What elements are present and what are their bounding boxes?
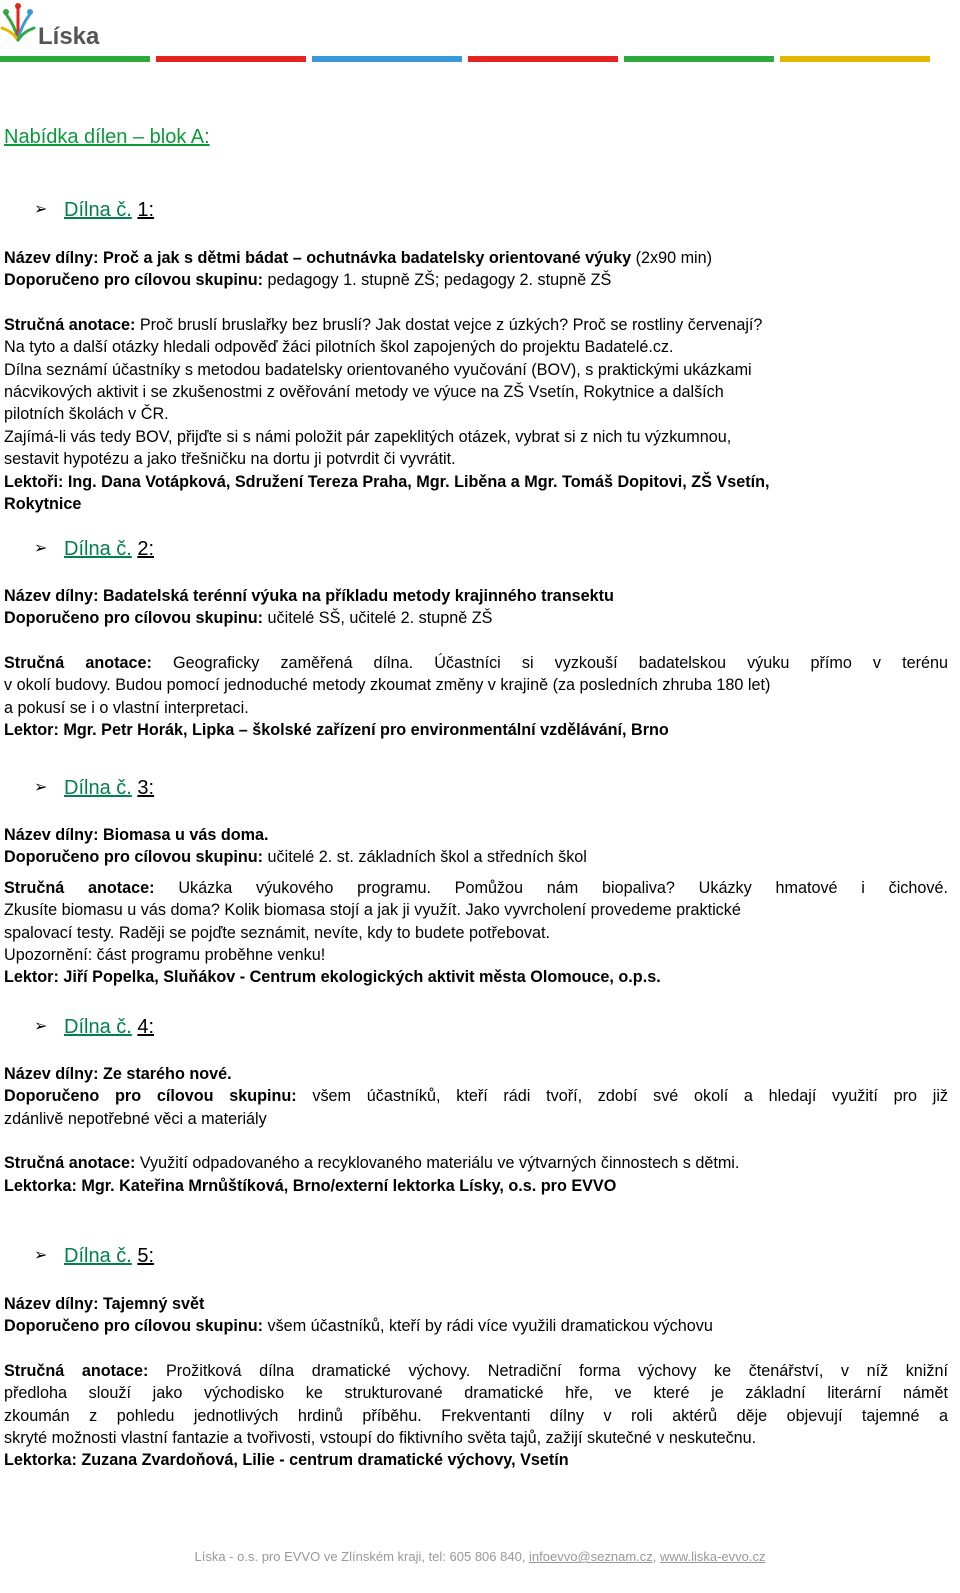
lector-line xyxy=(4,471,948,493)
workshop-5-details xyxy=(4,1293,948,1472)
annotation-text: pilotních školách v ČR. xyxy=(4,405,169,424)
workshop-heading-num: 1: xyxy=(137,199,155,221)
audience-line xyxy=(4,846,948,868)
workshop-name-line xyxy=(4,824,948,846)
annotation-text: Upozornění: část programu proběhne venku! xyxy=(4,946,326,965)
footer-org: Líska - o.s. pro EVVO ve Zlínském kraji, tel: 605 806 840, xyxy=(194,1549,530,1564)
header-stripes xyxy=(0,56,960,62)
annotation-text: Zajímá-li vás tedy BOV, přijďte si s námi položit pár zapeklitých otázek, vybrat si z nich tu výzkumnou, xyxy=(4,427,732,446)
workshop-4-details xyxy=(4,1063,948,1197)
name-label: Název dílny: xyxy=(4,249,99,267)
annotation-label: Stručná anotace: xyxy=(4,878,155,897)
stripe xyxy=(780,56,930,62)
annotation-line xyxy=(4,1152,948,1174)
workshop-5-heading xyxy=(4,1245,948,1267)
workshop-name-line xyxy=(4,1063,948,1085)
name-label: Název dílny: xyxy=(4,1295,99,1313)
annotation-text: zkoumán z pohledu jednotlivých hrdinů příběhu. Frekventanti dílny v roli aktérů děje objevují tajemné a xyxy=(4,1406,948,1425)
lector-line xyxy=(4,1175,948,1197)
name-value: Tajemný svět xyxy=(102,1295,205,1313)
workshop-2-heading xyxy=(4,538,948,560)
audience-label: Doporučeno pro cílovou skupinu: xyxy=(4,1317,263,1336)
name-value: Proč a jak s dětmi bádat – ochutnávka badatelsky orientované výuky xyxy=(102,249,632,267)
stripe xyxy=(0,56,150,62)
page-footer xyxy=(0,1549,960,1564)
page-header xyxy=(0,0,960,64)
audience-value: učitelé 2. st. základních škol a středních škol xyxy=(263,848,587,867)
stripe xyxy=(156,56,306,62)
lector-value: Rokytnice xyxy=(4,495,82,514)
annotation-text: Dílna seznámí účastníky s metodou badatelsky orientovaného vyučování (BOV), s praktickými ukázkami xyxy=(4,360,752,379)
annotation-text: a pokusí se i o vlastní interpretaci. xyxy=(4,698,249,717)
annotation-text: skryté možnosti vlastní fantazie a tvořivosti, vstoupí do fiktivního světa tajů, zažijí skutečné v neskutečnu. xyxy=(4,1429,757,1448)
name-value: Ze starého nové. xyxy=(102,1065,232,1083)
workshop-4-heading xyxy=(4,1016,948,1038)
annotation-text: Zkusíte biomasu u vás doma? Kolik biomasa stojí a jak ji využít. Jako vyvrcholení provedeme praktické xyxy=(4,901,741,920)
annotation-label: Stručná anotace: xyxy=(4,1361,149,1380)
audience-label: Doporučeno pro cílovou skupinu: xyxy=(4,609,263,628)
annotation-text: Proč bruslí bruslařky bez bruslí? Jak dostat vejce z úzkých? Proč se rostliny červenají? xyxy=(139,315,763,334)
lector-value: Mgr. Kateřina Mrnůštíková, Brno/externí lektorka Lísky, o.s. pro EVVO xyxy=(81,1176,617,1195)
stripe xyxy=(312,56,462,62)
footer-separator: , xyxy=(652,1549,661,1564)
annotation-label: Stručná anotace: xyxy=(4,653,152,672)
audience-value: pedagogy 1. stupně ZŠ; pedagogy 2. stupně ZŠ xyxy=(263,271,612,290)
audience-value: učitelé SŠ, učitelé 2. stupně ZŠ xyxy=(263,609,493,628)
workshop-heading-num: 2: xyxy=(137,538,155,560)
lector-value: Mgr. Petr Horák, Lipka – školské zařízení pro environmentální vzdělávání, Brno xyxy=(63,721,669,740)
name-label: Název dílny: xyxy=(4,587,99,605)
workshop-name-line xyxy=(4,1293,948,1315)
liska-logo-icon xyxy=(0,0,120,58)
annotation-text: v okolí budovy. Budou pomocí jednoduché metody zkoumat změny v krajině (za posledních zhruba 180 let) xyxy=(4,676,771,695)
annotation-line xyxy=(4,652,948,674)
name-label: Název dílny: xyxy=(4,1065,99,1083)
lector-label: Lektor: xyxy=(4,968,59,987)
annotation-text: sestavit hypotézu a jako třešničku na dortu ji potvrdit či vyvrátit. xyxy=(4,450,456,469)
stripe xyxy=(468,56,618,62)
name-value: Biomasa u vás doma. xyxy=(102,826,269,844)
workshop-heading-num: 4: xyxy=(137,1016,155,1038)
arrow-bullet-icon: ➢ xyxy=(34,1018,48,1035)
lector-line xyxy=(4,1449,948,1471)
workshop-1-details xyxy=(4,247,948,515)
annotation-label: Stručná anotace: xyxy=(4,1154,136,1173)
lector-line xyxy=(4,966,948,988)
arrow-bullet-icon: ➢ xyxy=(34,1247,48,1264)
audience-line xyxy=(4,269,948,291)
workshop-name-line xyxy=(4,247,948,269)
name-value: Badatelská terénní výuka na příkladu metody krajinného transektu xyxy=(102,587,614,605)
annotation-text: Prožitková dílna dramatické výchovy. Netradiční forma výchovy ke čtenářství, v níž knižní xyxy=(165,1361,948,1380)
annotation-text: Ukázka výukového programu. Pomůžou nám biopaliva? Ukázky hmatové i čichové. xyxy=(178,878,949,897)
audience-line xyxy=(4,1085,948,1107)
workshop-heading-label: Dílna č. xyxy=(64,777,132,799)
lector-value: Ing. Dana Votápková, Sdružení Tereza Praha, Mgr. Liběna a Mgr. Tomáš Dopitovi, ZŠ Vsetín, xyxy=(67,472,770,491)
page-title: Nabídka dílen – blok A: xyxy=(4,126,210,148)
footer-web-link[interactable]: www.liska-evvo.cz xyxy=(660,1549,766,1564)
lector-label: Lektoři: xyxy=(4,472,64,491)
audience-label: Doporučeno pro cílovou skupinu: xyxy=(4,271,263,290)
audience-value: zdánlivě nepotřebné věci a materiály xyxy=(4,1109,267,1128)
name-label: Název dílny: xyxy=(4,826,99,844)
workshop-1-heading xyxy=(4,199,948,221)
lector-value: Jiří Popelka, Sluňákov - Centrum ekologických aktivit města Olomouce, o.p.s. xyxy=(63,968,661,987)
logo-text: Líska xyxy=(38,23,100,50)
stripe xyxy=(624,56,774,62)
workshop-heading-label: Dílna č. xyxy=(64,199,132,221)
workshop-heading-label: Dílna č. xyxy=(64,1016,132,1038)
annotation-line xyxy=(4,1360,948,1382)
annotation-line xyxy=(4,877,948,899)
audience-label: Doporučeno pro cílovou skupinu: xyxy=(4,848,263,867)
name-suffix: (2x90 min) xyxy=(631,249,713,267)
workshop-heading-num: 5: xyxy=(137,1245,155,1267)
arrow-bullet-icon: ➢ xyxy=(34,540,48,557)
audience-value: všem účastníků, kteří rádi tvoří, zdobí své okolí a hledají využití pro již xyxy=(296,1087,949,1106)
annotation-text: předloha slouží jako východisko ke strukturované dramatické hře, ve které je základní literární námět xyxy=(4,1384,948,1403)
workshop-3-heading xyxy=(4,777,948,799)
annotation-text: Využití odpadovaného a recyklovaného materiálu ve výtvarných činnostech s dětmi. xyxy=(139,1154,740,1173)
arrow-bullet-icon: ➢ xyxy=(34,779,48,796)
annotation-label: Stručná anotace: xyxy=(4,315,136,334)
audience-line xyxy=(4,1315,948,1337)
audience-value: všem účastníků, kteří by rádi více využili dramatickou výchovu xyxy=(263,1317,713,1336)
workshop-heading-num: 3: xyxy=(137,777,155,799)
workshop-heading-label: Dílna č. xyxy=(64,538,132,560)
workshop-name-line xyxy=(4,585,948,607)
workshop-heading-label: Dílna č. xyxy=(64,1245,132,1267)
workshop-2-details xyxy=(4,585,948,741)
footer-email-link[interactable]: infoevvo@seznam.cz xyxy=(529,1549,653,1564)
lector-line xyxy=(4,719,948,741)
annotation-line xyxy=(4,314,948,336)
lector-value: Zuzana Zvardoňová, Lilie - centrum dramatické výchovy, Vsetín xyxy=(81,1451,569,1470)
arrow-bullet-icon: ➢ xyxy=(34,201,48,218)
lector-label: Lektorka: xyxy=(4,1451,77,1470)
audience-label: Doporučeno pro cílovou skupinu: xyxy=(4,1087,297,1106)
lector-label: Lektorka: xyxy=(4,1176,77,1195)
annotation-text: Na tyto a další otázky hledali odpověď žáci pilotních škol zapojených do projektu Badatelé.cz. xyxy=(4,338,674,357)
workshop-3-details xyxy=(4,824,948,989)
annotation-text: Geograficky zaměřená dílna. Účastníci si vyzkouší badatelskou výuku přímo v terénu xyxy=(173,653,948,672)
annotation-text: spalovací testy. Raději se pojďte seznámit, nevíte, kdy to budete potřebovat. xyxy=(4,923,550,942)
annotation-text: nácvikových aktivit i se zkušenostmi z ověřování metody ve výuce na ZŠ Vsetín, Rokytnice a dalších xyxy=(4,383,724,402)
lector-label: Lektor: xyxy=(4,721,59,740)
audience-line xyxy=(4,607,948,629)
